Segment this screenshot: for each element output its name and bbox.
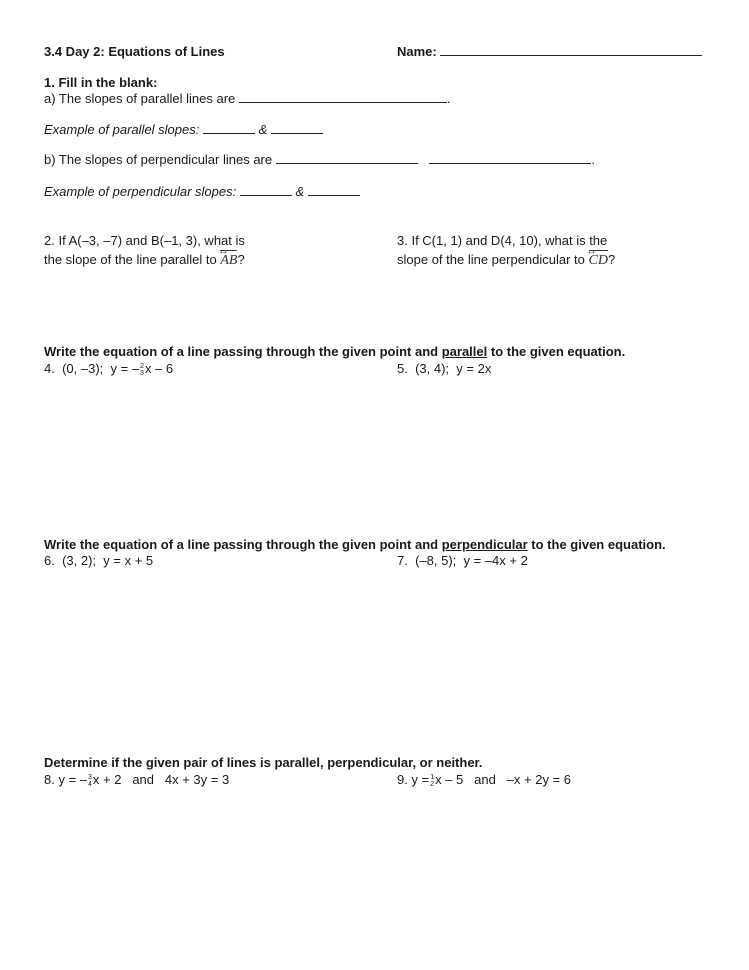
perpendicular-instructions: Write the equation of a line passing through the given point and perpendicular to the given equation. bbox=[44, 537, 666, 552]
q1b bbox=[44, 152, 595, 167]
problem-9: 9. y = 1 2 x – 5 and –x + 2y = 6 bbox=[397, 772, 571, 788]
q2-line1: 2. If A(–3, –7) and B(–1, 3), what is bbox=[44, 233, 245, 248]
fraction: 3 4 bbox=[88, 773, 92, 788]
q1-example-perpendicular bbox=[44, 184, 360, 199]
parallel-keyword: parallel bbox=[441, 344, 488, 359]
parallel-slope-blank-1[interactable] bbox=[203, 122, 255, 134]
q2-line2: the slope of the line parallel to AB ↔? bbox=[44, 250, 245, 270]
ampersand: & bbox=[258, 122, 268, 137]
q3-line2: slope of the line perpendicular to CD ↔? bbox=[397, 250, 615, 270]
problem-5: 5. (3, 4); y = 2x bbox=[397, 361, 492, 376]
q1a-period: . bbox=[446, 91, 451, 106]
parallel-slope-blank-2[interactable] bbox=[271, 122, 323, 134]
example-parallel-label: Example of parallel slopes: bbox=[44, 122, 200, 137]
fraction: 2 3 bbox=[140, 362, 144, 377]
parallel-instructions: Write the equation of a line passing through the given point and parallel to the given equation. bbox=[44, 344, 626, 359]
worksheet-title: 3.4 Day 2: Equations of Lines bbox=[44, 44, 225, 59]
ampersand: & bbox=[295, 184, 305, 199]
q1b-blank-2[interactable] bbox=[429, 152, 591, 164]
q1a-blank[interactable] bbox=[239, 91, 447, 103]
q1b-blank-1[interactable] bbox=[276, 152, 418, 164]
determine-instructions: Determine if the given pair of lines is parallel, perpendicular, or neither. bbox=[44, 755, 483, 770]
name-field[interactable] bbox=[397, 44, 702, 59]
example-perpendicular-label: Example of perpendicular slopes: bbox=[44, 184, 237, 199]
problem-8: 8. y = – 3 4 x + 2 and 4x + 3y = 3 bbox=[44, 772, 230, 788]
q1-example-parallel bbox=[44, 122, 323, 137]
line-ab-vector: AB ↔ bbox=[220, 251, 237, 270]
fraction: 1 2 bbox=[430, 773, 435, 788]
q1a-text: a) The slopes of parallel lines are bbox=[44, 91, 236, 106]
q1-heading: 1. Fill in the blank: bbox=[44, 75, 158, 90]
q2 bbox=[44, 231, 245, 270]
q1b-period: . bbox=[591, 152, 595, 167]
q3 bbox=[397, 231, 615, 270]
q1a bbox=[44, 91, 451, 106]
q1b-text: b) The slopes of perpendicular lines are bbox=[44, 152, 273, 167]
problem-6: 6. (3, 2); y = x + 5 bbox=[44, 553, 154, 568]
perp-slope-blank-2[interactable] bbox=[308, 184, 360, 196]
perpendicular-keyword: perpendicular bbox=[441, 537, 528, 552]
perp-slope-blank-1[interactable] bbox=[240, 184, 292, 196]
line-cd-vector: CD ↔ bbox=[589, 251, 608, 270]
name-label: Name: bbox=[397, 44, 437, 59]
q3-line1: 3. If C(1, 1) and D(4, 10), what is the bbox=[397, 233, 608, 248]
name-blank[interactable] bbox=[440, 44, 702, 56]
problem-7: 7. (–8, 5); y = –4x + 2 bbox=[397, 553, 528, 568]
problem-4: 4. (0, –3); y = – 2 3 x – 6 bbox=[44, 361, 174, 377]
